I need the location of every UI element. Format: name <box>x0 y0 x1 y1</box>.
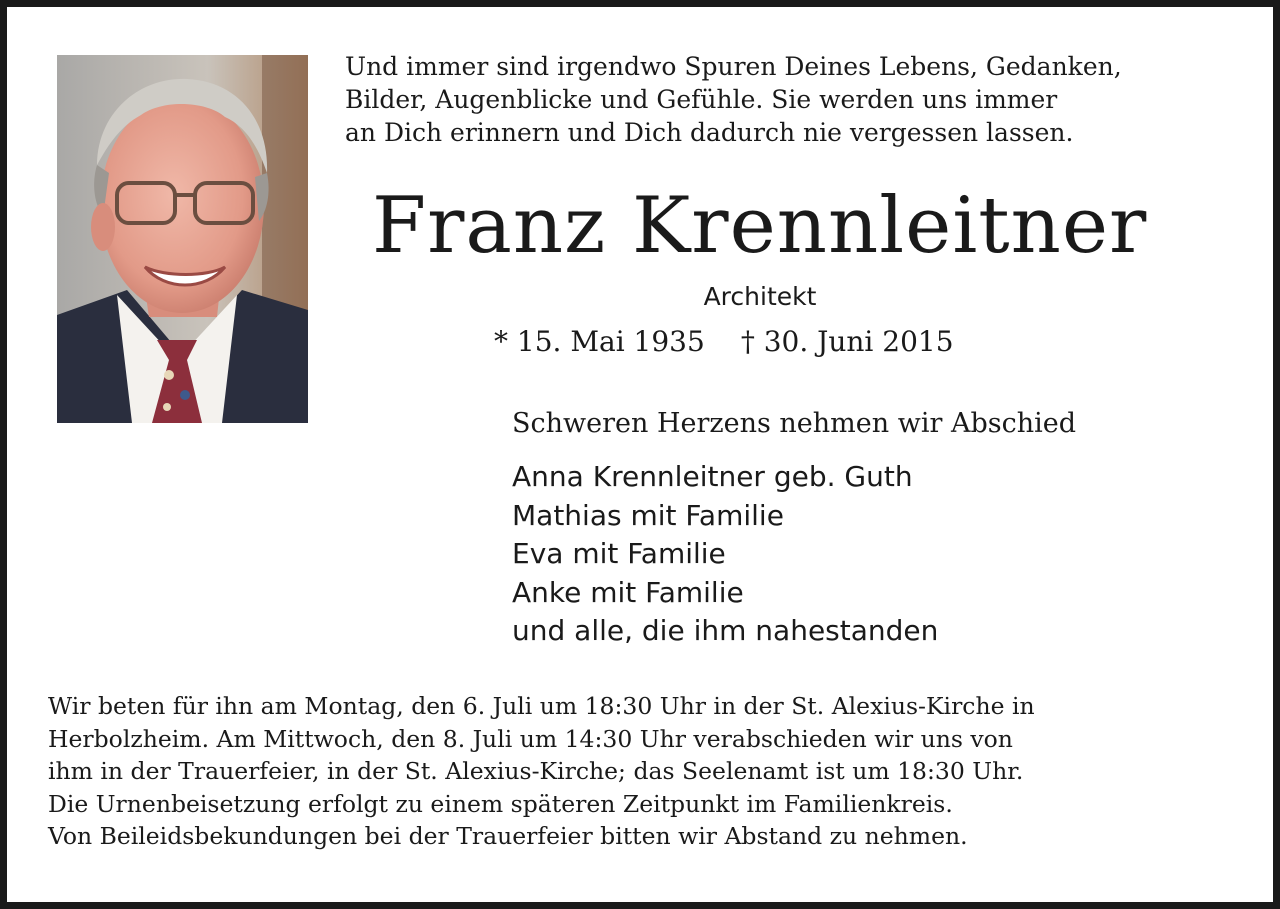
info-line: Von Beileidsbekundungen bei der Trauerfeier bitten wir Abstand zu nehmen. <box>48 822 968 850</box>
deceased-profession: Architekt <box>703 282 817 311</box>
poem-line: an Dich erinnern und Dich dadurch nie vergessen lassen. <box>345 118 1074 147</box>
service-information <box>48 690 1248 853</box>
mourners-list <box>512 458 1212 651</box>
deceased-name: Franz Krennleitner <box>372 181 1148 271</box>
info-line: Herbolzheim. Am Mittwoch, den 8. Juli um 14:30 Uhr verabschieden wir uns von <box>48 724 1013 753</box>
info-line: Die Urnenbeisetzung erfolgt zu einem späteren Zeitpunkt im Familienkreis. <box>48 789 953 818</box>
life-dates <box>494 324 1054 360</box>
info-line: Wir beten für ihn am Montag, den 6. Juli um 18:30 Uhr in der St. Alexius-Kirche in <box>48 692 1035 720</box>
mourner-entry: Anna Krennleitner geb. Guth <box>512 460 913 493</box>
mourner-entry: Mathias mit Familie <box>512 498 784 532</box>
mourner-entry: und alle, die ihm nahestanden <box>512 614 939 647</box>
death-date: † 30. Juni 2015 <box>740 325 954 358</box>
mourner-entry: Anke mit Familie <box>512 575 744 609</box>
farewell-text: Schweren Herzens nehmen wir Abschied <box>512 408 1077 439</box>
mourner-entry: Eva mit Familie <box>512 537 726 570</box>
birth-date: * 15. Mai 1935 <box>494 325 705 358</box>
info-line: ihm in der Trauerfeier, in der St. Alexius-Kirche; das Seelenamt ist um 18:30 Uhr. <box>48 757 1024 785</box>
poem-line: Bilder, Augenblicke und Gefühle. Sie werden uns immer <box>345 85 1058 114</box>
memorial-poem <box>345 50 1255 149</box>
poem-line: Und immer sind irgendwo Spuren Deines Lebens, Gedanken, <box>345 52 1122 81</box>
portrait-photo <box>57 55 308 423</box>
